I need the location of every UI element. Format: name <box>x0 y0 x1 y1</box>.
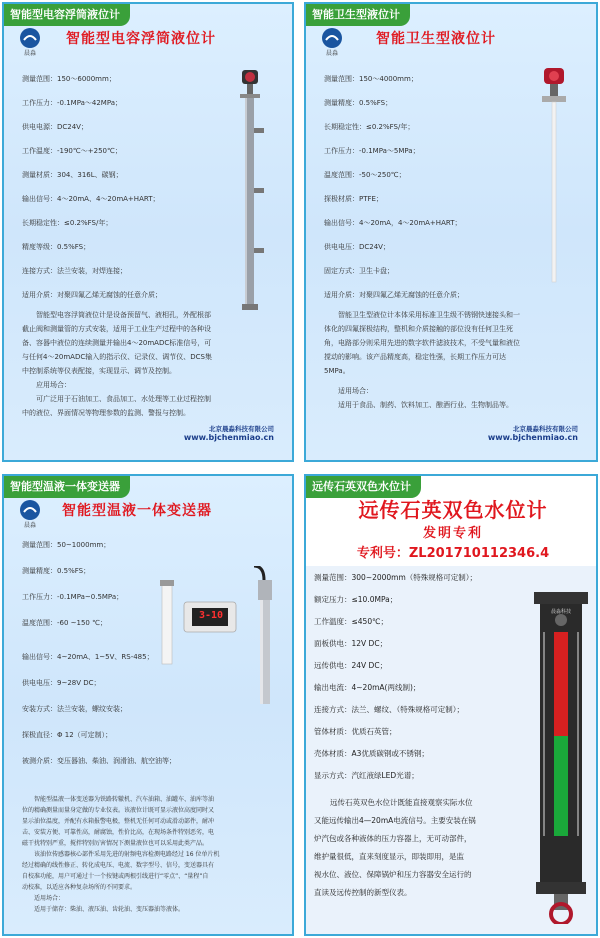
spec-item: 探极直径：Φ 12（可定制）； <box>22 731 113 739</box>
spec-item: 测量范围：150～4000mm； <box>324 75 418 83</box>
panel-remote-quartz-water-gauge <box>304 474 598 936</box>
spec-item: 额定压力：≤10.0MPa； <box>314 595 398 604</box>
desc-line: 备、容器中液位的连续测量并输出4～20mADC标准信号，可 <box>22 339 212 347</box>
sanitary-level-meter-icon <box>536 66 572 286</box>
water-gauge-device-icon <box>532 592 590 924</box>
transmitter-device-icon <box>154 566 284 706</box>
desc-line: 位的精确测量而量身定做的专业仪表。该液位计既可显示液位高度同时又 <box>22 807 215 814</box>
desc-line: 适用于储存：柴油、液压油、齿轮油、变压器油等液体。 <box>34 906 185 913</box>
desc-line: 又能远传输出4—20mA电流信号。主要安装在锅 <box>314 816 476 825</box>
panel-sanitary-level-meter <box>304 2 598 462</box>
spec-item: 供电电源：DC24V； <box>22 123 88 131</box>
spec-item: 温度范围：-60 ~150 ℃； <box>22 619 107 627</box>
spec-item: 固定方式：卫生卡盘； <box>324 267 394 275</box>
category-tag: 智能卫生型液位计 <box>306 4 410 26</box>
description <box>324 308 586 412</box>
company-url[interactable]: www.bjchenmiao.cn <box>487 433 578 442</box>
spec-item: 测量范围：50~1000mm； <box>22 541 111 549</box>
description <box>22 794 284 915</box>
desc-line: 磁干扰特别严重，搅拌特别厉害情况下测量液位也可以采用此类产品。 <box>22 840 209 847</box>
spec-item: 壳体材质：A3优质碳钢或不锈钢； <box>314 749 429 758</box>
desc-heading: 适用场合： <box>34 895 65 902</box>
spec-item: 管体材质：优质石英管； <box>314 727 397 736</box>
spec-item: 安装方式：法兰安装，螺纹安装； <box>22 705 127 713</box>
spec-item: 探极材质：PTFE； <box>324 195 383 203</box>
desc-line: 视水位、液位、保障锅炉和压力容器安全运行的 <box>314 870 472 879</box>
category-tag: 智能型温液一体变送器 <box>4 476 130 498</box>
spec-item: 工作温度：-190℃～+250℃； <box>22 147 122 155</box>
desc-line: 智能卫生型液位计本体采用标准卫生级不锈钢快速接头和一 <box>338 311 520 319</box>
desc-line: 动校准，以适应各种复杂场所的不同要求。 <box>22 884 137 891</box>
page-title: 智能型电容浮筒液位计 <box>66 31 216 47</box>
spec-item: 测量范围：300~2000mm（特殊规格可定制）； <box>314 573 478 582</box>
page-title: 智能型温液一体变送器 <box>62 503 212 519</box>
desc-line: 智能型温液一体变送器为铁路转辙机、汽车油箱、油罐车、油库等油 <box>34 796 215 803</box>
liquid-indicator <box>554 736 568 836</box>
company-url[interactable]: www.bjchenmiao.cn <box>183 433 274 442</box>
spec-item: 输出信号：4～20mA、4～20mA+HART； <box>22 195 160 203</box>
device-brand: 晨淼科技 <box>550 609 571 615</box>
desc-line: 维护量很低，直来刻度显示，即装即用，是监 <box>314 852 464 861</box>
spec-item: 连接方式：法兰、螺纹、（特殊规格可定制）； <box>314 705 464 714</box>
page-title: 智能卫生型液位计 <box>376 31 496 47</box>
desc-line: 搅动的影响。该产品精度高，稳定性强，长期工作压力可达 <box>324 353 506 361</box>
desc-line: 智能型电容浮筒液位计是设备预留气、液相孔，外配根部 <box>36 311 211 319</box>
spec-item: 输出信号：4~20mA、1~5V、RS-485； <box>22 653 154 661</box>
float-level-meter-icon <box>230 68 270 318</box>
logo-label: 晨淼 <box>23 522 36 529</box>
category-tag: 智能型电容浮筒液位计 <box>4 4 130 26</box>
company-name: 北京晨淼科技有限公司 <box>209 425 274 433</box>
spec-item: 远传供电：24V DC； <box>314 661 388 670</box>
desc-line: 5MPa。 <box>324 367 350 375</box>
desc-line: 中的液位、界面情况等物理参数的监测、警报与控制。 <box>22 409 190 417</box>
company-logo-icon <box>18 498 42 522</box>
desc-line: 可广泛用于石油加工、食品加工、水处理等工业过程控制 <box>36 395 211 403</box>
desc-line: 适用于食品、制药、饮料加工、酿酒行业、生物制品等。 <box>338 401 513 409</box>
spec-item: 连接方式：法兰安装，对焊连接； <box>22 267 127 275</box>
spec-item: 测量材质：304、316L、碳钢； <box>22 171 123 179</box>
desc-line: 击、安装方便、可靠性高，耐腐蚀，性价比高，在现场条件特别恶劣，电 <box>22 829 215 836</box>
desc-line: 该油位传感器核心部件采用先进的射频电容检测电路经过 16 位单片机 <box>34 851 220 858</box>
steam-indicator <box>554 632 568 736</box>
panel-capacitive-float-level-meter <box>2 2 294 462</box>
desc-line: 角，电路部分则采用先进的数字软件滤波技术，不受气量和液位 <box>324 339 520 347</box>
spec-item: 输出信号：4～20mA，4～20mA+HART； <box>324 219 462 227</box>
spec-item: 长期稳定性：≤0.2%FS/年； <box>22 219 113 227</box>
spec-item: 适用介质：对聚四氟乙烯无腐蚀的任意介质； <box>324 291 464 299</box>
spec-item: 输出电流：4~20mA(两线制)； <box>314 683 421 692</box>
spec-item: 供电电压：DC24V； <box>324 243 390 251</box>
desc-line: 截止阀和测量管的方式安装，适用于工业生产过程中的各种设 <box>22 325 211 333</box>
spec-item: 面板供电：12V DC； <box>314 639 388 648</box>
desc-line: 经过精确的线性修正、转化成电压、电流、数字型号、信号，变送器具有 <box>22 862 215 869</box>
desc-line: 体化的四氟探极结构，整机和介质接触的部位没有任何卫生死 <box>324 325 513 333</box>
company-footer <box>184 424 274 442</box>
desc-line: 显示油位温度，并配有水箱报警电极，整机无任何可动或滑动部件，耐冲 <box>22 818 215 825</box>
desc-line: 与任何4～20mADC输入的指示仪、记录仪、调节仪、DCS集 <box>22 353 212 361</box>
patent-number: 专利号：ZL201710112346.4 <box>356 546 550 561</box>
logo-label: 晨淼 <box>23 50 36 57</box>
spec-item: 适用介质：对聚四氟乙烯无腐蚀的任意介质； <box>22 291 162 299</box>
description <box>314 794 528 902</box>
spec-item: 精度等级：0.5%FS； <box>22 243 91 251</box>
desc-line: 中控制系统等仪表配接，实现显示、调节及控制。 <box>22 367 176 375</box>
subtitle: 发明专利 <box>422 526 483 541</box>
spec-item: 供电电压：9~28V DC； <box>22 679 101 687</box>
led-display-value: 3-10 <box>198 610 224 621</box>
spec-item: 工作压力：-0.1MPa~0.5MPa； <box>22 593 124 601</box>
description <box>22 308 284 420</box>
desc-heading: 应用场合： <box>36 381 71 389</box>
spec-item: 长期稳定性：≤0.2%FS/年； <box>324 123 415 131</box>
spec-item: 显示方式：汽红液绿LED光谱； <box>314 771 419 780</box>
company-logo-icon <box>320 26 344 50</box>
spec-item: 工作温度：≤450℃； <box>314 617 389 626</box>
spec-item: 工作压力：-0.1MPa～5MPa； <box>324 147 420 155</box>
spec-item: 被测介质：变压器油、柴油、润滑油、航空油等； <box>22 757 176 765</box>
desc-heading: 适用场合： <box>338 387 373 395</box>
desc-line: 远传石英双色水位计既能直接观察实际水位 <box>330 798 473 807</box>
desc-line: 直读及远传控制的新型仪表。 <box>314 888 412 897</box>
page-title: 远传石英双色水位计 <box>358 498 548 522</box>
company-name: 北京晨淼科技有限公司 <box>513 425 578 433</box>
logo-label: 晨淼 <box>325 50 338 57</box>
spec-item: 工作压力：-0.1MPa～42MPa； <box>22 99 123 107</box>
company-logo-icon <box>18 26 42 50</box>
desc-line: 自校准功能，用户可通过十一个按键或两根引线进行“零点”、“量程”自 <box>22 873 209 880</box>
spec-item: 测量精度：0.5%FS； <box>22 567 91 575</box>
category-tag: 远传石英双色水位计 <box>306 476 421 498</box>
company-footer <box>488 424 578 442</box>
spec-item: 温度范围：-50～250℃； <box>324 171 406 179</box>
panel-temperature-level-transmitter <box>2 474 294 936</box>
desc-line: 炉汽包或各种液体的压力容器上，无可动部件， <box>314 834 472 843</box>
spec-item: 测量精度：0.5%FS； <box>324 99 393 107</box>
spec-item: 测量范围：150～6000mm； <box>22 75 116 83</box>
